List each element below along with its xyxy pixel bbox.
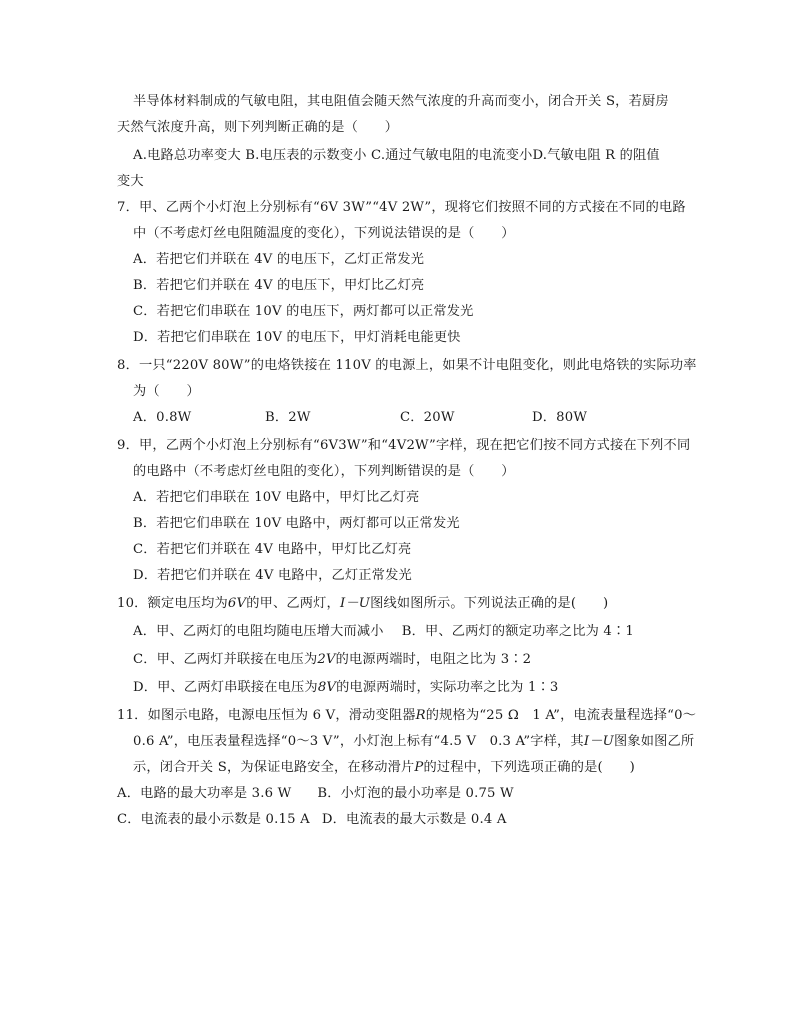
q6-options: A.电路总功率变大 B.电压表的示数变小 C.通过气敏电阻的电流变小D.气敏电阻 R 的阻值 bbox=[133, 148, 660, 163]
q10-option-c-voltage: 2V bbox=[317, 652, 336, 667]
q10-stem bbox=[117, 594, 608, 614]
q8-option-d: D．80W bbox=[532, 410, 588, 425]
q11-stem-resistor: R bbox=[415, 708, 426, 723]
q6-options-wrap: 变大 bbox=[117, 174, 144, 189]
q10-stem-text-b: 的甲、乙两灯， bbox=[246, 596, 340, 611]
q8-stem-line2: 为（ ） bbox=[133, 384, 200, 399]
q6-stem-line2: 天然气浓度升高，则下列判断正确的是（ ） bbox=[117, 120, 399, 135]
q8-stem-line1: 8．一只“220V 80W”的电烙铁接在 110V 的电源上，如果不计电阻变化，则此电烙铁的实际功率 bbox=[117, 358, 697, 373]
q11-stem-slider: P bbox=[414, 760, 424, 775]
q11-options-ab bbox=[117, 784, 514, 804]
q11-stem-text-a: 11．如图示电路，电源电压恒为 6 V，滑动变阻器 bbox=[117, 708, 416, 723]
q11-option-b: B．小灯泡的最小功率是 0.75 W bbox=[317, 786, 514, 801]
q10-stem-text-c: 图线如图所示。下列说法正确的是( ) bbox=[370, 596, 609, 611]
q11-stem-line3-text-b: 的过程中，下列选项正确的是( ) bbox=[423, 760, 635, 775]
q7-stem-line2: 中（不考虑灯丝电阻随温度的变化），下列说法错误的是（ ） bbox=[133, 226, 515, 241]
q9-stem-line2: 的电路中（不考虑灯丝电阻的变化），下列判断错误的是（ ） bbox=[133, 464, 515, 479]
q9-option-d: D．若把它们并联在 4V 电路中，乙灯正常发光 bbox=[133, 568, 412, 583]
q10-option-d bbox=[133, 678, 559, 698]
q10-stem-text-a: 10．额定电压均为 bbox=[117, 596, 228, 611]
q11-options-cd bbox=[117, 810, 507, 830]
q6-stem-line1: 半导体材料制成的气敏电阻，其电阻值会随天然气浓度的升高而变小，闭合开关 S，若厨房 bbox=[133, 94, 669, 109]
q11-option-d: D．电流表的最大示数是 0.4 A bbox=[321, 812, 507, 827]
q7-option-c: C．若把它们串联在 10V 的电压下，两灯都可以正常发光 bbox=[133, 304, 474, 319]
q7-option-a: A．若把它们并联在 4V 的电压下，乙灯正常发光 bbox=[133, 252, 425, 267]
q8-option-b: B．2W bbox=[265, 410, 311, 425]
q9-option-b: B．若把它们串联在 10V 电路中，两灯都可以正常发光 bbox=[133, 516, 460, 531]
q9-stem-line1: 9．甲，乙两个小灯泡上分别标有“6V3W”和“4V2W”字样，现在把它们按不同方式接在下列不同 bbox=[117, 438, 691, 453]
q7-option-b: B．若把它们并联在 4V 的电压下，甲灯比乙灯亮 bbox=[133, 278, 425, 293]
q11-stem-line2 bbox=[133, 732, 694, 752]
q10-option-c-text-b: 的电源两端时，电阻之比为 3∶2 bbox=[335, 652, 532, 667]
q11-stem-line3 bbox=[133, 758, 635, 778]
q11-stem-line2-text-b: 图象如图乙所 bbox=[613, 734, 695, 749]
q11-stem-line3-text-a: 示，闭合开关 S，为保证电路安全，在移动滑片 bbox=[133, 760, 415, 775]
q8-option-c: C．20W bbox=[400, 410, 455, 425]
q10-stem-voltage: 6V bbox=[227, 596, 247, 611]
q11-stem-line2-text: 0.6 A”，电压表量程选择“0～3 V”，小灯泡上标有“4.5 V 0.3 A”字样，其 bbox=[133, 734, 584, 749]
q10-option-d-text-b: 的电源两端时，实际功率之比为 1∶3 bbox=[336, 680, 559, 695]
q10-option-b: B．甲、乙两灯的额定功率之比为 4∶1 bbox=[401, 624, 634, 639]
q10-option-d-voltage: 8V bbox=[317, 680, 337, 695]
q11-option-a: A．电路的最大功率是 3.6 W bbox=[117, 786, 292, 801]
q10-option-a: A．甲、乙两灯的电阻均随电压增大而减小 bbox=[133, 624, 384, 639]
q9-option-c: C．若把它们并联在 4V 电路中，甲灯比乙灯亮 bbox=[133, 542, 412, 557]
q10-option-c-text-a: C．甲、乙两灯并联接在电压为 bbox=[133, 652, 318, 667]
q10-option-d-text-a: D．甲、乙两灯串联接在电压为 bbox=[133, 680, 318, 695]
q11-stem-text-b: 的规格为“25 Ω 1 A”，电流表量程选择“0～ bbox=[425, 708, 697, 723]
q10-options-ab bbox=[133, 622, 634, 642]
q10-stem-iu: I－U bbox=[339, 596, 371, 611]
q7-stem-line1: 7．甲、乙两个小灯泡上分别标有“6V 3W”“4V 2W”，现将它们按照不同的方式接在不同的电路 bbox=[117, 200, 686, 215]
q7-option-d: D．若把它们串联在 10V 的电压下，甲灯消耗电能更快 bbox=[133, 330, 461, 345]
q11-stem-line1 bbox=[117, 706, 696, 726]
q8-option-a: A．0.8W bbox=[133, 410, 192, 425]
q9-option-a: A．若把它们串联在 10V 电路中，甲灯比乙灯亮 bbox=[133, 490, 420, 505]
q10-option-c bbox=[133, 650, 531, 670]
q11-stem-iu: I－U bbox=[583, 734, 614, 749]
q11-option-c: C．电流表的最小示数是 0.15 A bbox=[117, 812, 310, 827]
